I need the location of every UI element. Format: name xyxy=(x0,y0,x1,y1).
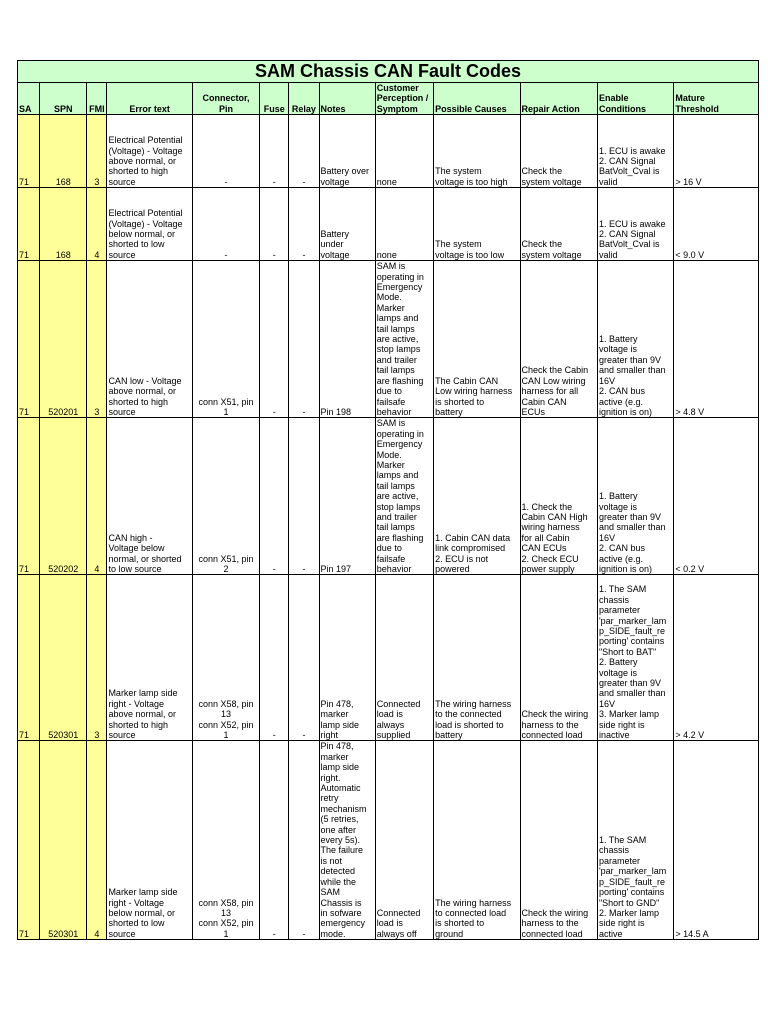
fault-code-table xyxy=(17,60,759,940)
cell-customer: Connected load is always off xyxy=(375,741,433,940)
cell-customer: SAM is operating in Emergency Mode. Marker lamps and tail lamps are active, stop lamps and trailer tail lamps are flashing due to failsafe behavior xyxy=(375,418,433,575)
cell-repair: 1. Check the Cabin CAN High wiring harness for all Cabin CAN ECUs 2. Check ECU power supply xyxy=(520,418,597,575)
cell-customer: none xyxy=(375,115,433,188)
cell-repair: Check the wiring harness to the connected load xyxy=(520,575,597,741)
cell-enable: 1. Battery voltage is greater than 9V and smaller than 16V 2. CAN bus active (e.g. ignition is on) xyxy=(597,418,673,575)
cell-relay: - xyxy=(289,418,319,575)
cell-fuse: - xyxy=(260,115,289,188)
cell-sa: 71 xyxy=(18,188,40,261)
cell-enable: 1. The SAM chassis parameter 'par_marker_lam p_SIDE_fault_re porting' contains "Short to BAT" 2. Battery voltage is greater than 9V and smaller than 16V 3. Marker lamp side right is inactive xyxy=(597,575,673,741)
cell-connector: conn X58, pin 13 conn X52, pin 1 xyxy=(192,575,259,741)
cell-sa: 71 xyxy=(18,418,40,575)
cell-causes: The wiring harness to connected load is shorted to ground xyxy=(434,741,520,940)
cell-enable: 1. ECU is awake 2. CAN Signal BatVolt_Cval is valid xyxy=(597,188,673,261)
cell-connector: - xyxy=(192,188,259,261)
cell-sa: 71 xyxy=(18,741,40,940)
cell-fmi: 4 xyxy=(87,741,107,940)
cell-causes: The system voltage is too low xyxy=(434,188,520,261)
cell-relay: - xyxy=(289,575,319,741)
cell-customer: SAM is operating in Emergency Mode. Marker lamps and tail lamps are active, stop lamps and trailer tail lamps are flashing due to failsafe behavior xyxy=(375,261,433,418)
cell-relay: - xyxy=(289,741,319,940)
cell-fuse: - xyxy=(260,575,289,741)
cell-repair: Check the system voltage xyxy=(520,188,597,261)
cell-fmi: 4 xyxy=(87,418,107,575)
cell-error-text: CAN low - Voltage above normal, or shorted to high source xyxy=(107,261,192,418)
cell-notes: Battery over voltage xyxy=(319,115,375,188)
cell-connector: conn X51, pin 2 xyxy=(192,418,259,575)
cell-fuse: - xyxy=(260,261,289,418)
cell-causes: The wiring harness to the connected load is shorted to battery xyxy=(434,575,520,741)
cell-notes: Pin 478, marker lamp side right xyxy=(319,575,375,741)
header-row xyxy=(18,83,759,115)
header-fuse: Fuse xyxy=(260,83,289,115)
fault-code-sheet xyxy=(17,60,759,940)
cell-fuse: - xyxy=(260,188,289,261)
cell-spn: 168 xyxy=(40,115,87,188)
cell-spn: 520301 xyxy=(40,575,87,741)
cell-sa: 71 xyxy=(18,261,40,418)
cell-mature: < 9.0 V xyxy=(674,188,759,261)
header-notes: Notes xyxy=(319,83,375,115)
header-error-text: Error text xyxy=(107,83,192,115)
cell-fmi: 3 xyxy=(87,115,107,188)
cell-mature: > 14.5 A xyxy=(674,741,759,940)
cell-spn: 520202 xyxy=(40,418,87,575)
cell-spn: 168 xyxy=(40,188,87,261)
sheet-title: SAM Chassis CAN Fault Codes xyxy=(18,61,759,83)
cell-fmi: 3 xyxy=(87,261,107,418)
cell-causes: The Cabin CAN Low wiring harness is shorted to battery xyxy=(434,261,520,418)
cell-notes: Pin 198 xyxy=(319,261,375,418)
cell-error-text: Marker lamp side right - Voltage below normal, or shorted to low source xyxy=(107,741,192,940)
header-mature: Mature Threshold xyxy=(674,83,759,115)
cell-enable: 1. Battery voltage is greater than 9V and smaller than 16V 2. CAN bus active (e.g. ignition is on) xyxy=(597,261,673,418)
cell-fuse: - xyxy=(260,741,289,940)
cell-enable: 1. The SAM chassis parameter 'par_marker_lam p_SIDE_fault_re porting' contains "Short to GND" 2. Marker lamp side right is active xyxy=(597,741,673,940)
cell-error-text: CAN high - Voltage below normal, or shorted to low source xyxy=(107,418,192,575)
header-fmi: FMI xyxy=(87,83,107,115)
header-relay: Relay xyxy=(289,83,319,115)
cell-fmi: 3 xyxy=(87,575,107,741)
table-row xyxy=(18,261,759,418)
table-row xyxy=(18,575,759,741)
table-row xyxy=(18,741,759,940)
cell-spn: 520201 xyxy=(40,261,87,418)
cell-sa: 71 xyxy=(18,115,40,188)
table-row xyxy=(18,188,759,261)
table-row xyxy=(18,115,759,188)
cell-causes: The system voltage is too high xyxy=(434,115,520,188)
cell-notes: Pin 478, marker lamp side right. Automatic retry mechanism (5 retries, one after every 5s). The failure is not detected while the SAM Chassis is in sofware emergency mode. xyxy=(319,741,375,940)
header-customer: Customer Perception / Symptom xyxy=(375,83,433,115)
header-sa: SA xyxy=(18,83,40,115)
cell-sa: 71 xyxy=(18,575,40,741)
title-row xyxy=(18,61,759,83)
cell-mature: < 0.2 V xyxy=(674,418,759,575)
cell-notes: Battery under voltage xyxy=(319,188,375,261)
cell-connector: conn X58, pin 13 conn X52, pin 1 xyxy=(192,741,259,940)
cell-connector: - xyxy=(192,115,259,188)
header-spn: SPN xyxy=(40,83,87,115)
cell-mature: > 16 V xyxy=(674,115,759,188)
cell-spn: 520301 xyxy=(40,741,87,940)
header-repair: Repair Action xyxy=(520,83,597,115)
cell-repair: Check the system voltage xyxy=(520,115,597,188)
header-enable: Enable Conditions xyxy=(597,83,673,115)
cell-mature: > 4.2 V xyxy=(674,575,759,741)
cell-customer: Connected load is always supplied xyxy=(375,575,433,741)
cell-mature: > 4.8 V xyxy=(674,261,759,418)
table-row xyxy=(18,418,759,575)
cell-repair: Check the wiring harness to the connected load xyxy=(520,741,597,940)
cell-fmi: 4 xyxy=(87,188,107,261)
header-connector: Connector, Pin xyxy=(192,83,259,115)
cell-error-text: Marker lamp side right - Voltage above normal, or shorted to high source xyxy=(107,575,192,741)
header-causes: Possible Causes xyxy=(434,83,520,115)
cell-error-text: Electrical Potential (Voltage) - Voltage below normal, or shorted to low source xyxy=(107,188,192,261)
cell-customer: none xyxy=(375,188,433,261)
cell-relay: - xyxy=(289,188,319,261)
cell-repair: Check the Cabin CAN Low wiring harness for all Cabin CAN ECUs xyxy=(520,261,597,418)
cell-connector: conn X51, pin 1 xyxy=(192,261,259,418)
cell-notes: Pin 197 xyxy=(319,418,375,575)
cell-fuse: - xyxy=(260,418,289,575)
cell-relay: - xyxy=(289,115,319,188)
cell-relay: - xyxy=(289,261,319,418)
cell-causes: 1. Cabin CAN data link compromised 2. ECU is not powered xyxy=(434,418,520,575)
cell-enable: 1. ECU is awake 2. CAN Signal BatVolt_Cval is valid xyxy=(597,115,673,188)
cell-error-text: Electrical Potential (Voltage) - Voltage above normal, or shorted to high source xyxy=(107,115,192,188)
